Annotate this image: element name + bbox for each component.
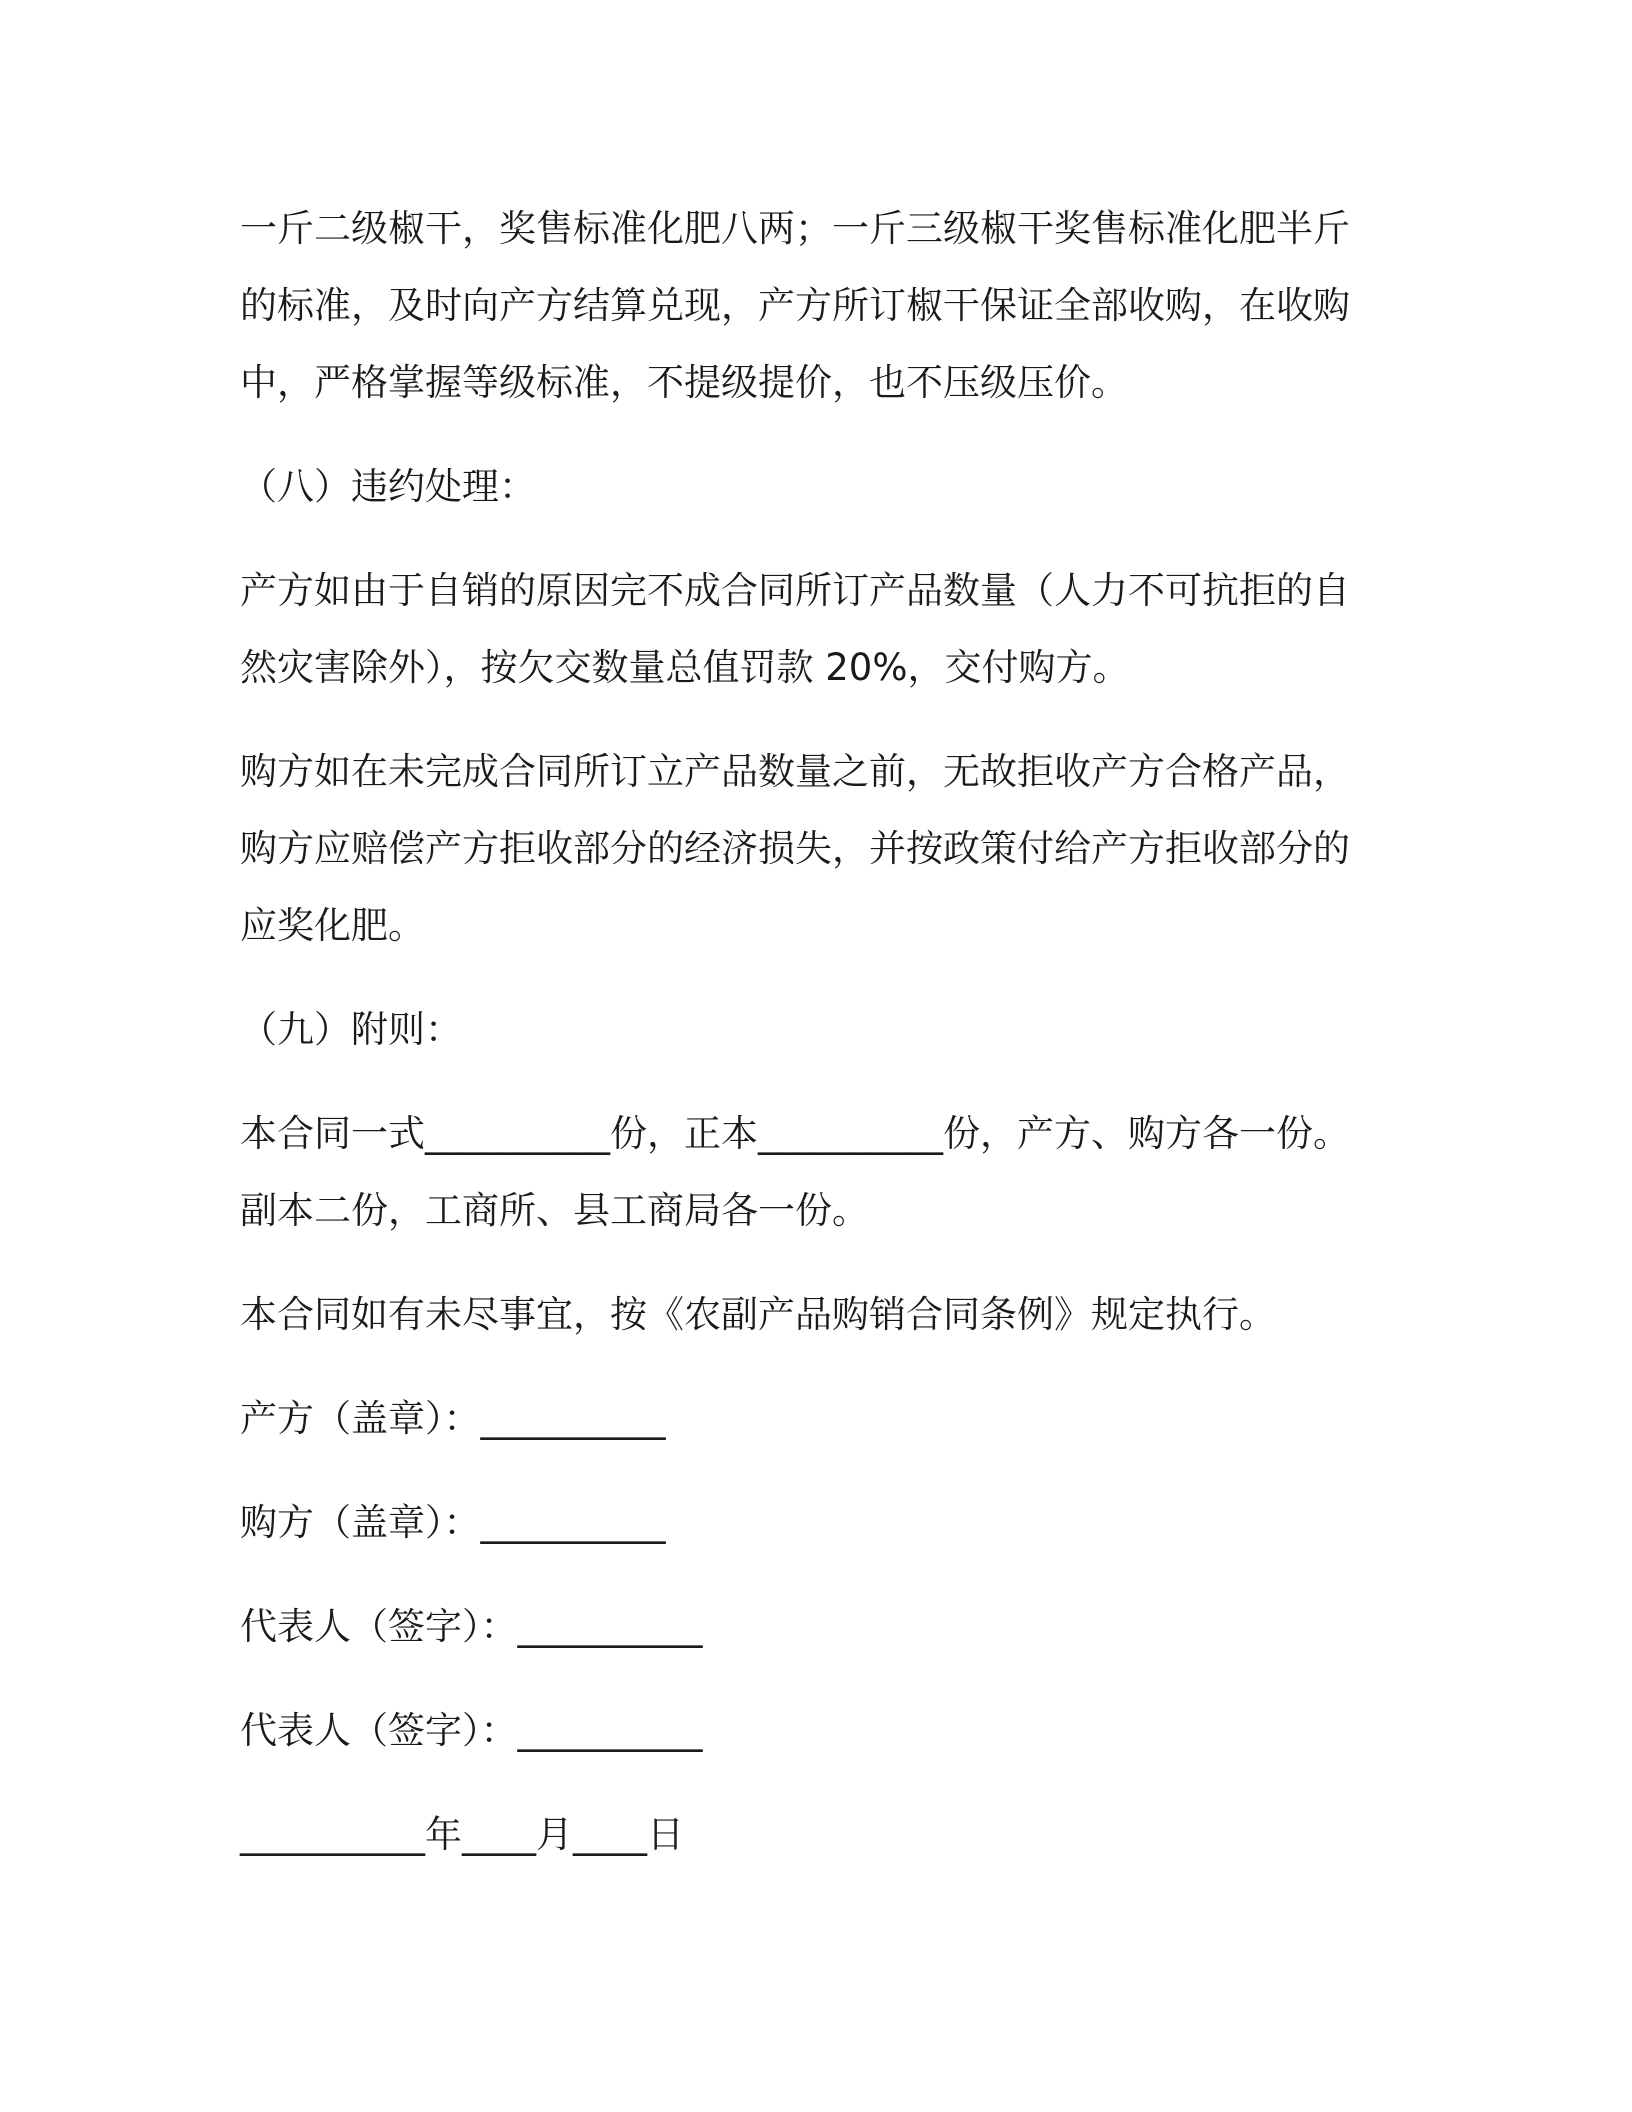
text-line: 购方如在未完成合同所订立产品数量之前，无故拒收产方合格产品， [240,750,1350,793]
signature-producer-seal: 产方（盖章）：__________ [240,1397,666,1440]
document-body [240,190,1360,1900]
paragraph-buyer-breach [240,733,1360,964]
text-line: 中，严格掌握等级标准，不提级提价，也不压级压价。 [240,361,1128,404]
text-line: 购方应赔偿产方拒收部分的经济损失，并按政策付给产方拒收部分的 [240,827,1350,870]
paragraph-reward-standard [240,190,1360,421]
text-line: 副本二份，工商所、县工商局各一份。 [240,1189,869,1232]
signature-representative-2: 代表人（签字）：__________ [240,1709,703,1752]
paragraph-copies [240,1095,1360,1249]
text-line: 然灾害除外），按欠交数量总值罚款 20%，交付购方。 [240,646,1130,689]
text-line: 本合同一式__________份，正本__________份，产方、购方各一份。 [240,1112,1350,1155]
section-heading-breach: （八）违约处理： [240,465,536,508]
signature-representative-1: 代表人（签字）：__________ [240,1605,703,1648]
text-line: 应奖化肥。 [240,904,425,947]
text-line: 产方如由于自销的原因完不成合同所订产品数量（人力不可抗拒的自 [240,569,1350,612]
text-line: 的标准，及时向产方结算兑现，产方所订椒干保证全部收购，在收购 [240,284,1350,327]
signature-date: __________年____月____日 [240,1813,684,1856]
text-line: 一斤二级椒干，奖售标准化肥八两；一斤三级椒干奖售标准化肥半斤 [240,207,1350,250]
section-heading-supplementary: （九）附则： [240,1008,462,1051]
paragraph-producer-breach [240,552,1360,706]
signature-buyer-seal: 购方（盖章）：__________ [240,1501,666,1544]
paragraph-regulation: 本合同如有未尽事宜，按《农副产品购销合同条例》规定执行。 [240,1293,1276,1336]
